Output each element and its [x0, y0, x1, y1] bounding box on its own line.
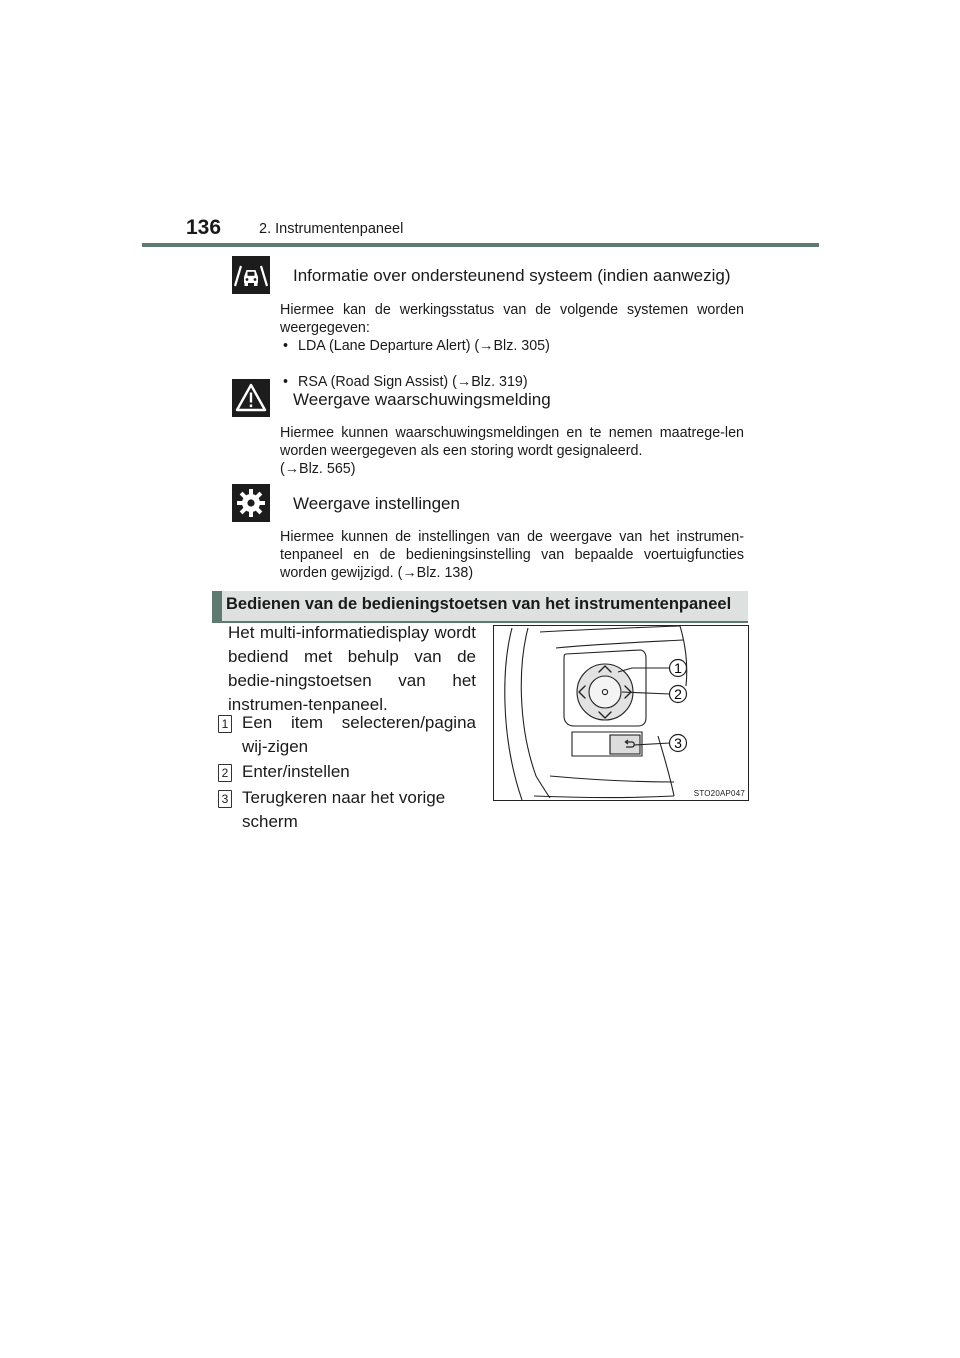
item-number-badge: 3 [218, 790, 232, 808]
item-number-badge: 2 [218, 764, 232, 782]
page-number: 136 [186, 216, 222, 239]
list-item: Een item selecteren/pagina wij-zigen [242, 713, 476, 756]
section-title: Informatie over ondersteunend systeem (indien aanwezig) [293, 266, 731, 285]
section-description: Hiermee kunnen de instellingen van de weergave van het instrumen-tenpaneel en de bedieningsinstelling van bepaalde voertuigfuncties worden gewijzigd. (→Blz. 138) [280, 529, 744, 581]
callout-label: 3 [674, 735, 682, 751]
warning-triangle-icon [232, 379, 270, 417]
callout-label: 2 [674, 686, 682, 702]
page-reference: (→Blz. 565) [280, 461, 356, 477]
list-item: Enter/instellen [242, 762, 350, 781]
callout-label: 1 [674, 660, 682, 676]
gear-icon [232, 484, 270, 522]
intro-paragraph: Het multi-informatiedisplay wordt bediend met behulp van de bedie-ningstoetsen van het instrumen-tenpaneel. [228, 623, 476, 714]
steering-wheel-controls-figure [493, 625, 749, 801]
chapter-title: 2. Instrumentenpaneel [259, 221, 404, 237]
section-title: Weergave waarschuwingsmelding [293, 390, 551, 409]
lane-assist-icon [232, 256, 270, 294]
steering-wheel-illustration [494, 626, 748, 800]
bullet-item: • RSA (Road Sign Assist) (→Blz. 319) [280, 373, 762, 391]
section-description: Hiermee kan de werkingsstatus van de volgende systemen worden weergegeven: [280, 302, 744, 336]
figure-code: STO20AP047 [693, 789, 745, 798]
section-heading: Bedienen van de bedieningstoetsen van het instrumentenpaneel [226, 595, 732, 613]
bullet-item: • LDA (Lane Departure Alert) (→Blz. 305) [280, 337, 762, 355]
list-item: Terugkeren naar het vorige scherm [242, 788, 446, 831]
item-number-badge: 1 [218, 715, 232, 733]
section-description: Hiermee kunnen waarschuwingsmeldingen en te nemen maatrege-len worden weergegeven als een storing wordt gesignaleerd. [280, 425, 744, 459]
section-title: Weergave instellingen [293, 494, 460, 513]
header-rule [142, 243, 819, 247]
